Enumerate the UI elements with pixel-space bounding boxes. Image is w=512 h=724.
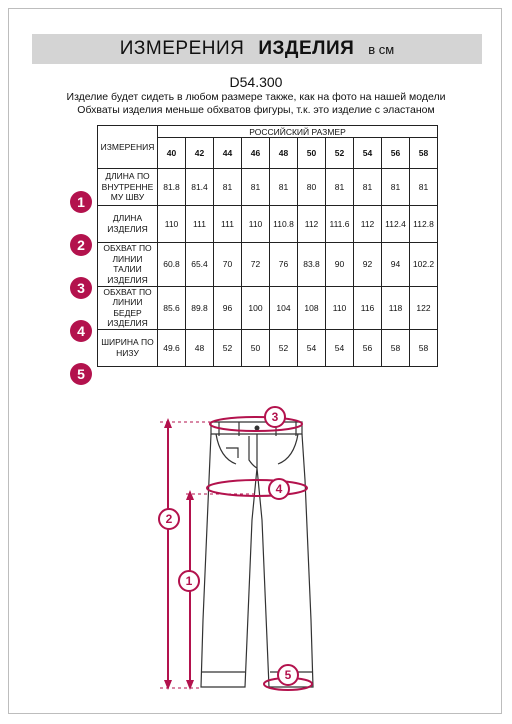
row-label: ДЛИНА ПО ВНУТРЕННЕ МУ ШВУ	[98, 169, 158, 206]
value-cell: 81	[242, 169, 270, 206]
value-cell: 58	[410, 330, 438, 367]
diagram-marker: 2	[158, 508, 180, 530]
value-cell: 52	[214, 330, 242, 367]
title-bar	[32, 34, 482, 64]
value-cell: 60.8	[158, 243, 186, 287]
size-cell: 50	[298, 138, 326, 169]
value-cell: 65.4	[186, 243, 214, 287]
value-cell: 83.8	[298, 243, 326, 287]
value-cell: 54	[298, 330, 326, 367]
value-cell: 104	[270, 286, 298, 330]
value-cell: 112.4	[382, 206, 410, 243]
size-system-header: РОССИЙСКИЙ РАЗМЕР	[158, 126, 438, 138]
value-cell: 116	[354, 286, 382, 330]
button-icon	[255, 426, 260, 431]
value-cell: 102.2	[410, 243, 438, 287]
measurements-header: ИЗМЕРЕНИЯ	[98, 126, 158, 169]
table-row	[98, 286, 438, 330]
table-row	[98, 206, 438, 243]
value-cell: 81	[214, 169, 242, 206]
size-cell: 52	[326, 138, 354, 169]
value-cell: 118	[382, 286, 410, 330]
jeans-outline	[201, 422, 313, 687]
row-label: ДЛИНА ИЗДЕЛИЯ	[98, 206, 158, 243]
row-number-badge: 2	[70, 234, 92, 256]
value-cell: 110	[158, 206, 186, 243]
size-cell: 56	[382, 138, 410, 169]
value-cell: 54	[326, 330, 354, 367]
value-cell: 81	[270, 169, 298, 206]
size-cell: 44	[214, 138, 242, 169]
row-number-badge: 1	[70, 191, 92, 213]
row-label: ОБХВАТ ПО ЛИНИИ ТАЛИИ ИЗДЕЛИЯ	[98, 243, 158, 287]
diagram-marker: 4	[268, 478, 290, 500]
title-item: ИЗДЕЛИЯ	[258, 38, 355, 59]
value-cell: 52	[270, 330, 298, 367]
size-table	[97, 125, 438, 367]
value-cell: 112.8	[410, 206, 438, 243]
row-label: ОБХВАТ ПО ЛИНИИ БЕДЕР ИЗДЕЛИЯ	[98, 286, 158, 330]
size-cell: 40	[158, 138, 186, 169]
value-cell: 96	[214, 286, 242, 330]
diagram-marker: 5	[277, 664, 299, 686]
value-cell: 100	[242, 286, 270, 330]
value-cell: 56	[354, 330, 382, 367]
value-cell: 81	[382, 169, 410, 206]
diagram-marker: 1	[178, 570, 200, 592]
value-cell: 76	[270, 243, 298, 287]
table-row	[98, 169, 438, 206]
size-cell: 46	[242, 138, 270, 169]
size-cell: 54	[354, 138, 382, 169]
table-row	[98, 243, 438, 287]
value-cell: 92	[354, 243, 382, 287]
value-cell: 112	[354, 206, 382, 243]
value-cell: 72	[242, 243, 270, 287]
value-cell: 81.4	[186, 169, 214, 206]
value-cell: 94	[382, 243, 410, 287]
value-cell: 58	[382, 330, 410, 367]
value-cell: 49.6	[158, 330, 186, 367]
value-cell: 70	[214, 243, 242, 287]
value-cell: 81	[326, 169, 354, 206]
title-measurements: ИЗМЕРЕНИЯ	[119, 38, 245, 59]
size-cell: 48	[270, 138, 298, 169]
fit-note: Изделие будет сидеть в любом размере также, как на фото на нашей модели	[66, 91, 446, 103]
value-cell: 85.6	[158, 286, 186, 330]
article-code: D54.300	[229, 74, 283, 90]
value-cell: 122	[410, 286, 438, 330]
row-number-badge: 3	[70, 277, 92, 299]
value-cell: 110	[242, 206, 270, 243]
value-cell: 90	[326, 243, 354, 287]
diagram-marker: 3	[264, 406, 286, 428]
value-cell: 50	[242, 330, 270, 367]
value-cell: 81	[354, 169, 382, 206]
value-cell: 110	[326, 286, 354, 330]
title-units: в см	[368, 41, 395, 57]
row-number-badge: 5	[70, 363, 92, 385]
value-cell: 48	[186, 330, 214, 367]
table-row	[98, 330, 438, 367]
value-cell: 112	[298, 206, 326, 243]
value-cell: 89.8	[186, 286, 214, 330]
value-cell: 110.8	[270, 206, 298, 243]
value-cell: 80	[298, 169, 326, 206]
value-cell: 108	[298, 286, 326, 330]
value-cell: 81	[410, 169, 438, 206]
row-number-badge: 4	[70, 320, 92, 342]
value-cell: 111	[186, 206, 214, 243]
value-cell: 111	[214, 206, 242, 243]
stretch-note: Обхваты изделия меньше обхватов фигуры, т.к. это изделие с эластаном	[77, 104, 435, 116]
value-cell: 111.6	[326, 206, 354, 243]
measure-lines	[160, 417, 312, 690]
jeans-diagram	[0, 400, 512, 700]
size-cell: 58	[410, 138, 438, 169]
row-label: ШИРИНА ПО НИЗУ	[98, 330, 158, 367]
size-cell: 42	[186, 138, 214, 169]
value-cell: 81.8	[158, 169, 186, 206]
